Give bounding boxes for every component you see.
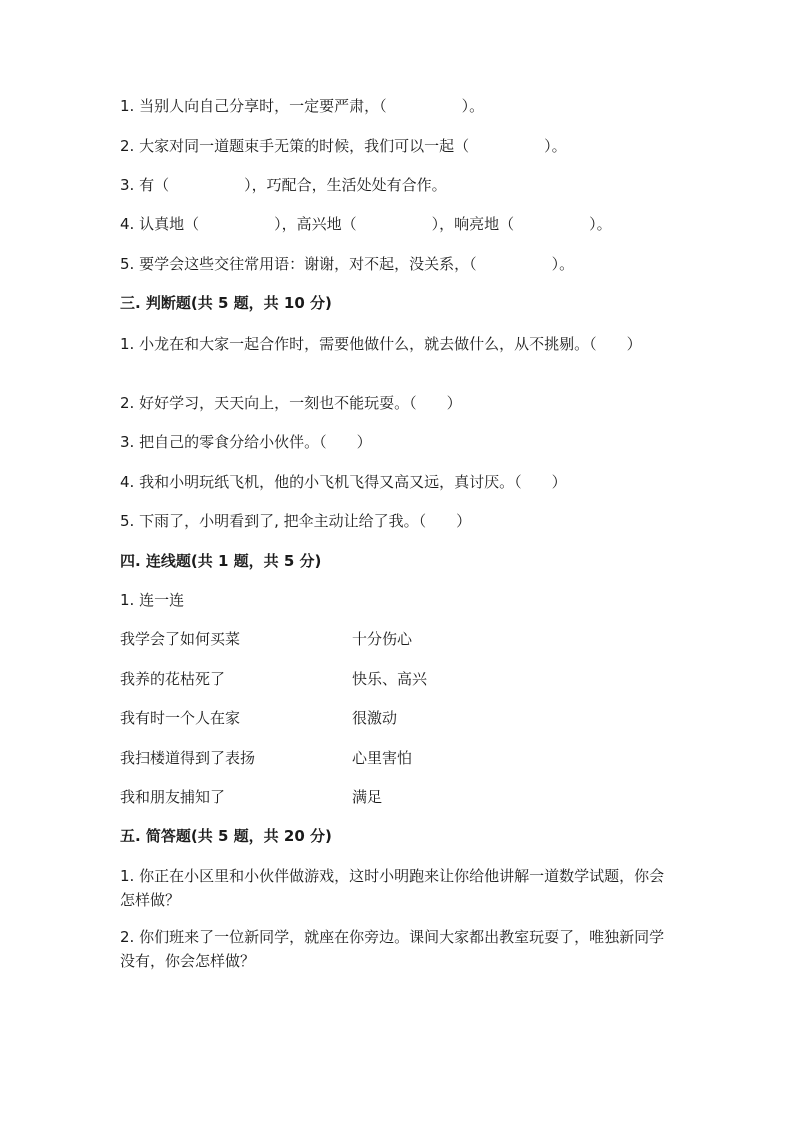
short-answer-item-2: 2. 你们班来了一位新同学，就座在你旁边。课间大家都出教室玩耍了，唯独新同学没有，你会怎样做？ xyxy=(120,928,665,970)
match-right-item: 满足 xyxy=(352,788,383,806)
judge-item-2: 2. 好好学习，天天向上，一刻也不能玩耍。（ ） xyxy=(120,394,462,412)
match-left-item: 我学会了如何买菜 xyxy=(120,630,241,648)
match-right-item: 十分伤心 xyxy=(352,630,413,648)
judge-item-5: 5. 下雨了，小明看到了, 把伞主动让给了我。（ ） xyxy=(120,512,472,530)
short-answer-section-heading: 五. 简答题(共 5 题，共 20 分) xyxy=(120,827,332,845)
match-left-item: 我养的花枯死了 xyxy=(120,670,226,688)
match-right-item: 心里害怕 xyxy=(352,749,413,767)
match-right-item: 快乐、高兴 xyxy=(352,670,428,688)
short-answer-item-1: 1. 你正在小区里和小伙伴做游戏，这时小明跑来让你给他讲解一道数学试题，你会怎样做？ xyxy=(120,867,665,909)
fill-blank-item-4: 4. 认真地（ ），高兴地（ ），响亮地（ ）。 xyxy=(120,215,612,233)
judge-item-4: 4. 我和小明玩纸飞机，他的小飞机飞得又高又远，真讨厌。（ ） xyxy=(120,473,567,491)
judge-item-3: 3. 把自己的零食分给小伙伴。（ ） xyxy=(120,433,372,451)
fill-blank-item-2: 2. 大家对同一道题束手无策的时候，我们可以一起（ ）。 xyxy=(120,137,567,155)
match-right-item: 很激动 xyxy=(352,709,398,727)
match-left-item: 我扫楼道得到了表扬 xyxy=(120,749,256,767)
match-section-heading: 四. 连线题(共 1 题，共 5 分) xyxy=(120,552,322,570)
judge-section-heading: 三. 判断题(共 5 题，共 10 分) xyxy=(120,294,332,312)
fill-blank-item-1: 1. 当别人向自己分享时，一定要严肃，（ ）。 xyxy=(120,97,485,115)
match-left-item: 我和朋友捕知了 xyxy=(120,788,226,806)
match-prompt: 1. 连一连 xyxy=(120,591,185,609)
match-left-item: 我有时一个人在家 xyxy=(120,709,241,727)
fill-blank-item-3: 3. 有（ ），巧配合，生活处处有合作。 xyxy=(120,176,447,194)
judge-item-1: 1. 小龙在和大家一起合作时，需要他做什么，就去做什么，从不挑剔。（ ） xyxy=(120,335,642,353)
fill-blank-item-5: 5. 要学会这些交往常用语：谢谢，对不起，没关系，（ ）。 xyxy=(120,255,575,273)
